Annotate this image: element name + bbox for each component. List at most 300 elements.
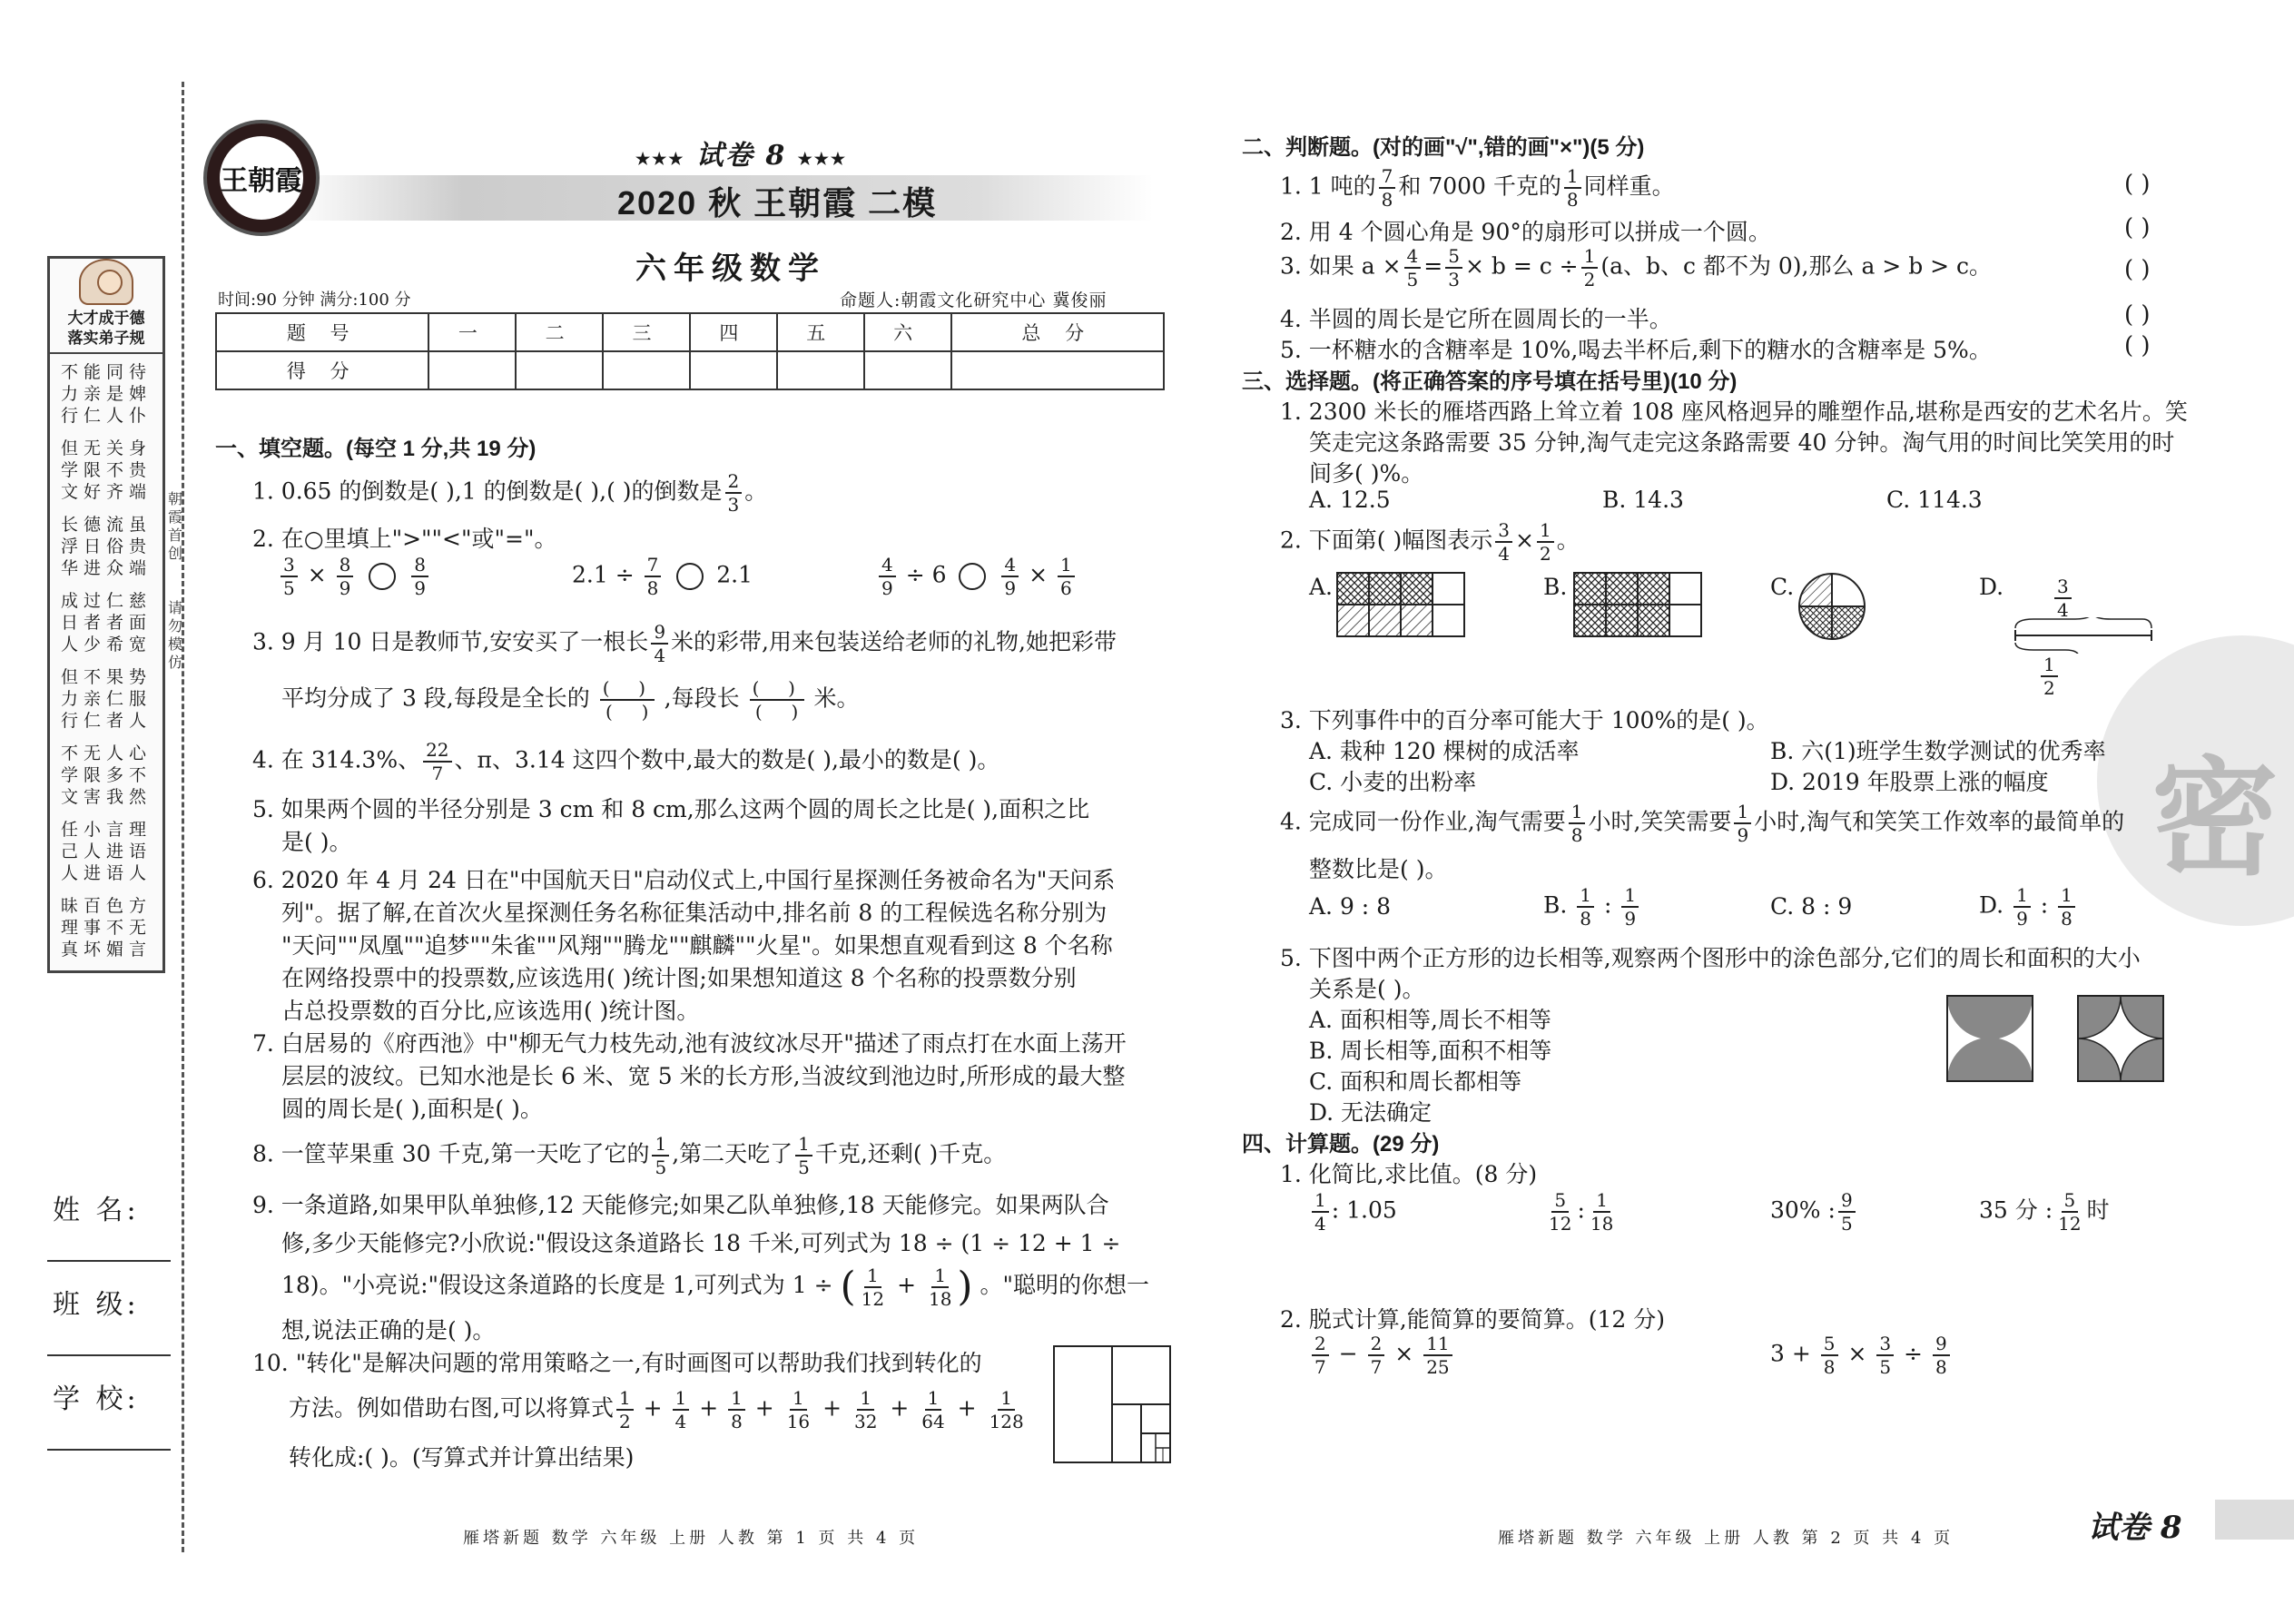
- question-text: 方法。例如借助右图,可以将算式: [289, 1394, 614, 1422]
- fraction: [1058, 556, 1075, 597]
- numerator: 1: [728, 1389, 745, 1411]
- calc-question-1: 1. 化简比,求比值。(8 分): [1280, 1161, 1538, 1187]
- option-a-grid-figure: [1336, 572, 1465, 637]
- option-b-grid-figure: [1573, 572, 1702, 637]
- denominator: 4: [674, 1411, 687, 1432]
- expression-text: 时: [2086, 1196, 2110, 1224]
- question-2-item-3: $\frac{4}{9}$ ÷ 6 $\frac{4}{9}$ × $\frac{1}{6}$: [876, 556, 1078, 597]
- question-text: 18)。"小亮说:"假设这条道路的长度是 1,可列式为 1 ÷: [281, 1272, 833, 1298]
- denominator: 3: [727, 494, 740, 516]
- question-3-line-1: [252, 623, 1117, 664]
- ratio-item-2: [1543, 1191, 1619, 1233]
- choice-question-4-line-1: [1280, 802, 2124, 844]
- denominator: 5: [1879, 1356, 1892, 1378]
- expression-text: 2.1 ÷: [572, 561, 635, 588]
- table-cell: 二: [516, 313, 603, 351]
- numerator: 1: [1058, 556, 1075, 577]
- question-3-line-2: [281, 679, 860, 721]
- fraction: [852, 1389, 880, 1431]
- question-text: 8. 一筐苹果重 30 千克,第一天吃了它的: [252, 1140, 650, 1167]
- footer-right: 雁塔新题 数学 六年级 上册 人教 第 2 页 共 4 页: [1498, 1529, 1954, 1548]
- choice-option-d[interactable]: D.: [1979, 574, 2004, 600]
- denominator: 9: [1737, 824, 1749, 846]
- ratio-item-4: [1979, 1191, 2110, 1233]
- denominator: 2: [1583, 269, 1596, 290]
- numerator: 5: [1551, 1191, 1569, 1213]
- denominator: 8: [646, 577, 659, 599]
- compare-circle-input[interactable]: [369, 563, 396, 590]
- table-row: [216, 313, 1164, 351]
- motto-group: 但不果势 力亲仁服 行仁者人: [60, 667, 152, 731]
- answer-bracket[interactable]: ( ): [2124, 171, 2151, 198]
- question-9-line-1: 9. 一条道路,如果甲队单独修,12 天能修完;如果乙队单独修,18 天能修完。如果两队合: [252, 1192, 1109, 1218]
- choice-option-b[interactable]: B. 六(1)班学生数学测试的优秀率: [1770, 738, 2106, 764]
- numerator: 1: [616, 1389, 634, 1411]
- tf-question-5: 5. 一杯糖水的含糖率是 10%,喝去半杯后,剩下的糖水的含糖率是 5%。: [1280, 337, 1992, 363]
- question-text: 。: [1556, 527, 1580, 554]
- choice-question-5-line-1: 5. 下图中两个正方形的边长相等,观察两个图形中的涂色部分,它们的周长和面积的大小: [1280, 945, 2141, 971]
- operator: ÷ 6: [905, 561, 947, 588]
- sidebar-header: [50, 259, 162, 354]
- table-cell: 三: [603, 313, 690, 351]
- question-text: 4. 在 314.3%、: [252, 746, 421, 773]
- fraction: [1621, 886, 1639, 928]
- denominator: 32: [853, 1411, 878, 1432]
- motto-group: 但无关身 学限不贵 文好齐端: [60, 438, 152, 502]
- question-6-line-1: 6. 2020 年 4 月 24 日在"中国航天日"启动仪式上,中国行星探测任务被命名为"天问系: [252, 867, 1116, 893]
- fraction: [987, 1389, 1027, 1431]
- choice-option-b[interactable]: B. 14.3: [1602, 487, 1684, 513]
- fraction: [1546, 1191, 1574, 1233]
- numerator: 1: [652, 1135, 669, 1156]
- numerator: 3: [2054, 577, 2072, 599]
- fraction: [1821, 1334, 1838, 1376]
- question-text: 3. 9 月 10 日是教师节,安安买了一根长: [252, 628, 649, 655]
- numerator: 2: [1312, 1334, 1329, 1356]
- expression-text: 3 +: [1770, 1340, 1811, 1367]
- denominator: 18: [1590, 1213, 1614, 1235]
- expression-text: 30% :: [1770, 1196, 1836, 1224]
- square-figure-1: [1946, 995, 2033, 1082]
- question-text: 。"聪明的你想一: [980, 1272, 1150, 1298]
- fraction: [2054, 577, 2072, 619]
- option-label: D.: [1979, 891, 2004, 919]
- numerator: 4: [1404, 247, 1422, 269]
- numerator: 1: [790, 1389, 807, 1411]
- choice-question-2: [1280, 521, 1580, 563]
- denominator: 8: [1935, 1356, 1947, 1378]
- question-text: 1. 0.65 的倒数是( ),1 的倒数是( ),( )的倒数是: [252, 477, 723, 505]
- choice-option-c[interactable]: C. 114.3: [1886, 487, 1983, 513]
- numerator: 11: [1423, 1334, 1452, 1356]
- numerator: 1: [673, 1389, 690, 1411]
- numerator: 9: [651, 623, 668, 645]
- fraction: [725, 472, 743, 514]
- denominator: 8: [731, 1411, 743, 1432]
- question-5-line-1: 5. 如果两个圆的半径分别是 3 cm 和 8 cm,那么这两个圆的周长之比是( ),面积之比: [252, 796, 1090, 822]
- name-label: 姓 名:: [53, 1195, 140, 1226]
- operator: −: [1338, 1340, 1358, 1367]
- author: 命题人:朝霞文化研究中心 冀俊丽: [840, 290, 1108, 310]
- table-cell: 六: [864, 313, 951, 351]
- expression-text: 35 分 :: [1979, 1196, 2053, 1224]
- option-label: B.: [1543, 891, 1568, 919]
- numerator: 1: [925, 1389, 942, 1411]
- question-10-line-2: 方法。例如借助右图,可以将算式 $\frac{1}{2}$ + $\frac{1}{4}$ + $\frac{1}{8}$ + $\frac{1}{16}$ + $\frac{1}{32}$ + $\frac{1}{64}$ + $\frac{1}{128}$: [289, 1389, 1029, 1431]
- star-icon: ★★★: [797, 150, 848, 169]
- denominator: 9: [881, 577, 893, 599]
- option-d-top-fraction: [2052, 577, 2074, 619]
- operator: ×: [1394, 1340, 1414, 1367]
- motto-group: 长德流虽 浮日俗贵 华进众端: [60, 515, 152, 578]
- logo-text: 王朝霞: [220, 136, 303, 220]
- numerator: 5: [1821, 1334, 1838, 1356]
- fraction: [1423, 1334, 1452, 1376]
- score-input[interactable]: [777, 351, 864, 389]
- choice-option-c[interactable]: C.: [1770, 574, 1795, 600]
- question-10-line-1: 10. "转化"是解决问题的常用策略之一,有时画图可以帮助我们找到转化的: [252, 1350, 982, 1376]
- choice-question-4-line-2: 整数比是( )。: [1309, 856, 1448, 882]
- fraction: [1569, 802, 1586, 844]
- score-input[interactable]: [864, 351, 951, 389]
- denominator: 2: [1539, 543, 1551, 565]
- numerator: 9: [1933, 1334, 1950, 1356]
- answer-bracket[interactable]: ( ): [2124, 332, 2151, 359]
- table-cell: 一: [428, 313, 516, 351]
- question-2-item-1: [278, 556, 431, 597]
- choice-option-a[interactable]: A. 面积相等,周长不相等: [1309, 1007, 1551, 1033]
- question-9-line-3: 18)。"小亮说:"假设这条道路的长度是 1,可列式为 1 ÷ ( $\frac{1}{12}$ + $\frac{1}{18}$ ) 。"聪明的你想一: [281, 1264, 1150, 1310]
- class-label: 班 级:: [53, 1289, 140, 1321]
- numerator: 8: [337, 556, 354, 577]
- denominator: 18: [928, 1287, 952, 1310]
- fraction: [673, 1389, 690, 1431]
- operator: ×: [1515, 527, 1534, 554]
- answer-bracket[interactable]: ( ): [2124, 301, 2151, 329]
- numerator: 3: [1876, 1334, 1894, 1356]
- denominator: 3: [1448, 269, 1460, 290]
- table-row: [216, 351, 1164, 389]
- choice-option-c[interactable]: C. 面积和周长都相等: [1309, 1068, 1522, 1095]
- question-text: 同样重。: [1583, 172, 1675, 200]
- fraction: [784, 1389, 812, 1431]
- section-choice-title: 三、选择题。(将正确答案的序号填在括号里)(10 分): [1242, 369, 1738, 394]
- numerator: 7: [1379, 167, 1396, 189]
- motto-sidebar: [47, 256, 165, 973]
- calc-expression-b: [1770, 1334, 1953, 1376]
- halving-square-diagram: [1053, 1345, 1171, 1463]
- question-9-line-4: 想,说法正确的是( )。: [281, 1317, 496, 1343]
- denominator: 8: [1570, 824, 1583, 846]
- fraction: [1404, 247, 1422, 289]
- fraction: [1581, 247, 1599, 289]
- tf-question-3: [1280, 247, 1992, 289]
- denominator: 9: [414, 577, 426, 599]
- fraction: [281, 556, 298, 597]
- vertical-note-original: 朝霞首创: [167, 490, 182, 562]
- operator: :: [1577, 1196, 1585, 1224]
- denominator: 6: [1059, 577, 1072, 599]
- brand-logo: [203, 120, 320, 236]
- fraction: [1312, 1191, 1329, 1233]
- question-9-line-2: 修,多少天能修完?小欣说:"假设这条道路长 18 千米,可列式为 18 ÷ (1 ÷ 12 + 1 ÷: [281, 1230, 1121, 1256]
- fraction: [1577, 886, 1594, 928]
- denominator: 12: [1549, 1213, 1572, 1235]
- question-text: 千克,还剩( )千克。: [814, 1140, 1007, 1167]
- subject-title: 六年级数学: [635, 251, 826, 286]
- score-input[interactable]: [428, 351, 516, 389]
- question-4: [252, 741, 999, 782]
- numerator: 5: [1445, 247, 1462, 269]
- denominator: 5: [283, 577, 295, 599]
- tf-question-4: 4. 半圆的周长是它所在圆周长的一半。: [1280, 306, 1672, 332]
- motto-group: 不无人心 学限多不 文害我然: [60, 743, 152, 807]
- denominator: 128: [989, 1411, 1024, 1432]
- square-figure-2: [2077, 995, 2164, 1082]
- score-input[interactable]: [603, 351, 690, 389]
- compare-circle-input[interactable]: [959, 563, 986, 590]
- calc-expression-a: [1309, 1334, 1455, 1376]
- denominator: 9: [2016, 908, 2028, 930]
- section-fill-blank-title: 一、填空题。(每空 1 分,共 19 分): [215, 437, 537, 461]
- fraction: [1933, 1334, 1950, 1376]
- motto-group: 成过仁慈 日者者面 人少希宽: [60, 591, 152, 655]
- school-label: 学 校:: [53, 1383, 140, 1415]
- question-text: 米的彩带,用来包装送给老师的礼物,她把彩带: [671, 628, 1117, 655]
- question-7-line-2: 层层的波纹。已知水池是长 6 米、宽 5 米的长方形,当波纹到池边时,所形成的最大整: [281, 1063, 1126, 1089]
- choice-option-d[interactable]: D. $\frac{1}{9}$ : $\frac{1}{8}$: [1979, 886, 2078, 928]
- option-c-circle-figure: [1797, 572, 1866, 641]
- numerator: 3: [1495, 521, 1512, 543]
- question-text: (a、b、c 都不为 0),那么 a > b > c。: [1600, 252, 1993, 280]
- confidential-seal-text: 密: [2151, 744, 2279, 893]
- table-cell: 四: [690, 313, 777, 351]
- calc-question-2: 2. 脱式计算,能简算的要简算。(12 分): [1280, 1306, 1666, 1333]
- fraction: [1379, 167, 1396, 209]
- question-6-line-3: "天问""凤凰""追梦""朱雀""风翔""腾龙""麒麟""火星"。如果想直观看到这 8 个名称: [281, 932, 1113, 959]
- choice-option-a[interactable]: A. 9 : 8: [1309, 893, 1392, 920]
- denominator: 7: [1314, 1356, 1326, 1378]
- numerator: 7: [645, 556, 662, 577]
- numerator: 4: [879, 556, 896, 577]
- fraction: [859, 1266, 887, 1308]
- question-text: 1. 1 吨的: [1280, 172, 1376, 200]
- motto-groups: [50, 354, 162, 971]
- denominator: 4: [1498, 543, 1510, 565]
- series-number: 试卷 8: [695, 140, 787, 172]
- question-1: 1. 0.65 的倒数是( ),1 的倒数是( ),( )的倒数是 $\frac{2}{3}$ 。: [252, 470, 768, 516]
- answer-fraction-blank[interactable]: $\frac{( )}{( )}$: [750, 679, 804, 721]
- fraction: [879, 556, 896, 597]
- question-5-line-2: 是( )。: [281, 829, 352, 855]
- motto-group: 昧百色方 理事不无 真坏媚言: [60, 896, 152, 960]
- fraction: [1564, 167, 1581, 209]
- denominator: 8: [1580, 908, 1592, 930]
- class-field[interactable]: [47, 1354, 171, 1356]
- denominator: 5: [798, 1156, 810, 1178]
- denominator: 25: [1426, 1356, 1450, 1378]
- denominator: 2: [618, 1411, 631, 1432]
- score-input[interactable]: [951, 351, 1164, 389]
- denominator: 2: [2043, 677, 2055, 699]
- operator: ÷: [1904, 1340, 1923, 1367]
- score-table: [215, 312, 1165, 390]
- question-text: 和 7000 千克的: [1398, 172, 1561, 200]
- denominator: 9: [339, 577, 351, 599]
- table-cell: 得 分: [216, 351, 428, 389]
- numerator: 9: [1838, 1191, 1856, 1213]
- score-input[interactable]: [690, 351, 777, 389]
- choice-option-b[interactable]: B.: [1543, 574, 1568, 600]
- denominator: 8: [1381, 189, 1393, 211]
- choice-option-c[interactable]: C. 小麦的出粉率: [1309, 769, 1477, 795]
- answer-bracket[interactable]: ( ): [2124, 256, 2151, 283]
- denominator: 64: [921, 1411, 945, 1432]
- question-text: 小时,笑笑需要: [1588, 808, 1732, 835]
- numerator: 1: [931, 1266, 949, 1288]
- denominator: 9: [1004, 577, 1017, 599]
- denominator: 4: [654, 645, 666, 666]
- numerator: 4: [1001, 556, 1019, 577]
- choice-option-d[interactable]: D. 2019 年股票上涨的幅度: [1770, 769, 2049, 795]
- option-d-bottom-fraction: [2038, 655, 2061, 697]
- numerator: 1: [1312, 1191, 1329, 1213]
- school-field[interactable]: [47, 1449, 171, 1451]
- numerator: 1: [2041, 655, 2058, 677]
- choice-option-b[interactable]: B. 周长相等,面积不相等: [1309, 1038, 1552, 1064]
- time-score: 时间:90 分钟 满分:100 分: [218, 290, 411, 310]
- table-cell: 题 号: [216, 313, 428, 351]
- choice-option-d[interactable]: D. 无法确定: [1309, 1099, 1433, 1126]
- binding-dashed-line: [182, 82, 184, 1552]
- numerator: 1: [2058, 886, 2075, 908]
- fraction: [652, 1135, 669, 1176]
- section-true-false-title: 二、判断题。(对的画"√",错的画"×")(5 分): [1242, 135, 1645, 160]
- fraction: [2058, 886, 2075, 928]
- name-field[interactable]: [47, 1260, 171, 1262]
- denominator: 8: [1823, 1356, 1836, 1378]
- choice-option-a[interactable]: A. 栽种 120 棵树的成活率: [1309, 738, 1580, 764]
- exam-series: [635, 133, 847, 172]
- fraction: [728, 1389, 745, 1431]
- numerator: 1: [2013, 886, 2031, 908]
- ratio-item-3: [1770, 1191, 1858, 1233]
- question-text: 2. 下面第( )幅图表示: [1280, 527, 1493, 554]
- numerator: 1: [1734, 802, 1751, 824]
- fraction: [645, 556, 662, 597]
- numerator: 22: [423, 741, 451, 763]
- denominator: 12: [861, 1287, 885, 1310]
- fraction: [337, 556, 354, 597]
- denominator: 7: [1370, 1356, 1383, 1378]
- choice-question-1-line-1: 1. 2300 米长的雁塔西路上耸立着 108 座风格迥异的雕塑作品,堪称是西安的艺术名片。笑: [1280, 399, 2188, 425]
- fraction: [926, 1266, 954, 1308]
- numerator: 1: [1577, 886, 1594, 908]
- fraction: [1312, 1334, 1329, 1376]
- question-text: ,每段长: [664, 684, 740, 712]
- exam-tag: 试卷 8: [2088, 1510, 2182, 1546]
- numerator: 1: [795, 1135, 812, 1156]
- question-10-line-3: 转化成:( )。(写算式并计算出结果): [289, 1444, 635, 1471]
- vertical-note-no-copy: 请勿模仿: [167, 599, 182, 671]
- question-text: =: [1423, 252, 1443, 280]
- footer-left: 雁塔新题 数学 六年级 上册 人教 第 1 页 共 4 页: [463, 1529, 920, 1548]
- denominator: 5: [1840, 1213, 1853, 1235]
- question-text: 3. 如果 a ×: [1280, 252, 1402, 280]
- fraction: [2013, 886, 2031, 928]
- table-cell: 五: [777, 313, 864, 351]
- numerator: 1: [1537, 521, 1554, 543]
- question-2-item-2: [572, 556, 753, 597]
- numerator: 2: [725, 472, 743, 494]
- numerator: 1: [998, 1389, 1015, 1411]
- choice-option-a[interactable]: A. 12.5: [1309, 487, 1391, 513]
- motto-group: 不能同待 力亲是婢 行仁人仆: [60, 362, 152, 426]
- fraction: [1734, 802, 1751, 844]
- question-8: [252, 1135, 1006, 1176]
- choice-question-3: 3. 下列事件中的百分率可能大于 100%的是( )。: [1280, 707, 1769, 733]
- denominator: 5: [655, 1156, 667, 1178]
- question-6-line-2: 列"。据了解,在首次火星探测任务名称征集活动中,排名前 8 的工程候选名称分别为: [281, 900, 1108, 926]
- choice-question-1-line-2: 笑走完这条路需要 35 分钟,淘气走完这条路需要 40 分钟。淘气用的时间比笑笑用的时: [1309, 429, 2175, 456]
- fraction: [1495, 521, 1512, 563]
- question-text: ,第二天吃了: [672, 1140, 793, 1167]
- tf-question-1: [1280, 167, 1675, 209]
- question-text: 小时,淘气和笑笑工作效率的最简单的: [1754, 808, 2125, 835]
- numerator: 2: [1368, 1334, 1385, 1356]
- fraction: [1445, 247, 1462, 289]
- numerator: 1: [1569, 802, 1586, 824]
- fraction: [1537, 521, 1554, 563]
- exam-title: 2020 秋 王朝霞 二模: [617, 184, 938, 221]
- choice-question-1-line-3: 间多( )%。: [1309, 460, 1424, 487]
- fraction: [1368, 1334, 1385, 1376]
- score-input[interactable]: [516, 351, 603, 389]
- question-text: 4. 完成同一份作业,淘气需要: [1280, 808, 1566, 835]
- operator: ×: [1847, 1340, 1867, 1367]
- exam-tag-bar: [2215, 1500, 2294, 1540]
- choice-question-5-line-2: 关系是( )。: [1309, 976, 1425, 1002]
- fraction: [1001, 556, 1019, 597]
- expression-text: 2.1: [716, 561, 753, 588]
- compare-circle-input[interactable]: [676, 563, 704, 590]
- question-6-line-4: 在网络投票中的投票数,应该选用( )统计图;如果想知道这 8 个名称的投票数分别: [281, 965, 1077, 991]
- choice-option-c[interactable]: C. 8 : 9: [1770, 893, 1853, 920]
- denominator: 7: [431, 763, 444, 784]
- numerator: 1: [1621, 886, 1639, 908]
- denominator: 9: [1624, 908, 1637, 930]
- answer-fraction-blank[interactable]: $\frac{( )}{( )}$: [600, 679, 655, 721]
- fraction: [411, 556, 428, 597]
- answer-bracket[interactable]: ( ): [2124, 214, 2151, 241]
- numerator: 1: [1564, 167, 1581, 189]
- question-2: 2. 在○里填上">""<"或"="。: [252, 526, 557, 552]
- question-6-line-5: 占总投票数的百分比,应该选用( )统计图。: [281, 998, 700, 1024]
- choice-option-a[interactable]: A.: [1309, 574, 1334, 600]
- denominator: 16: [786, 1411, 811, 1432]
- scholar-figure-icon: [79, 259, 133, 305]
- fraction: [616, 1389, 634, 1431]
- question-text: 、π、3.14 这四个数中,最大的数是( ),最小的数是( )。: [454, 746, 1000, 773]
- motto-bottom: 落实弟子规: [67, 330, 145, 348]
- tf-question-2: 2. 用 4 个圆心角是 90°的扇形可以拼成一个圆。: [1280, 219, 1771, 245]
- choice-option-b[interactable]: B. $\frac{1}{8}$ : $\frac{1}{9}$: [1543, 886, 1641, 928]
- question-text: 米。: [813, 684, 860, 712]
- section-calculation-title: 四、计算题。(29 分): [1242, 1132, 1440, 1156]
- numerator: 1: [857, 1389, 874, 1411]
- expression-text: : 1.05: [1331, 1196, 1397, 1224]
- fraction: [2055, 1191, 2083, 1233]
